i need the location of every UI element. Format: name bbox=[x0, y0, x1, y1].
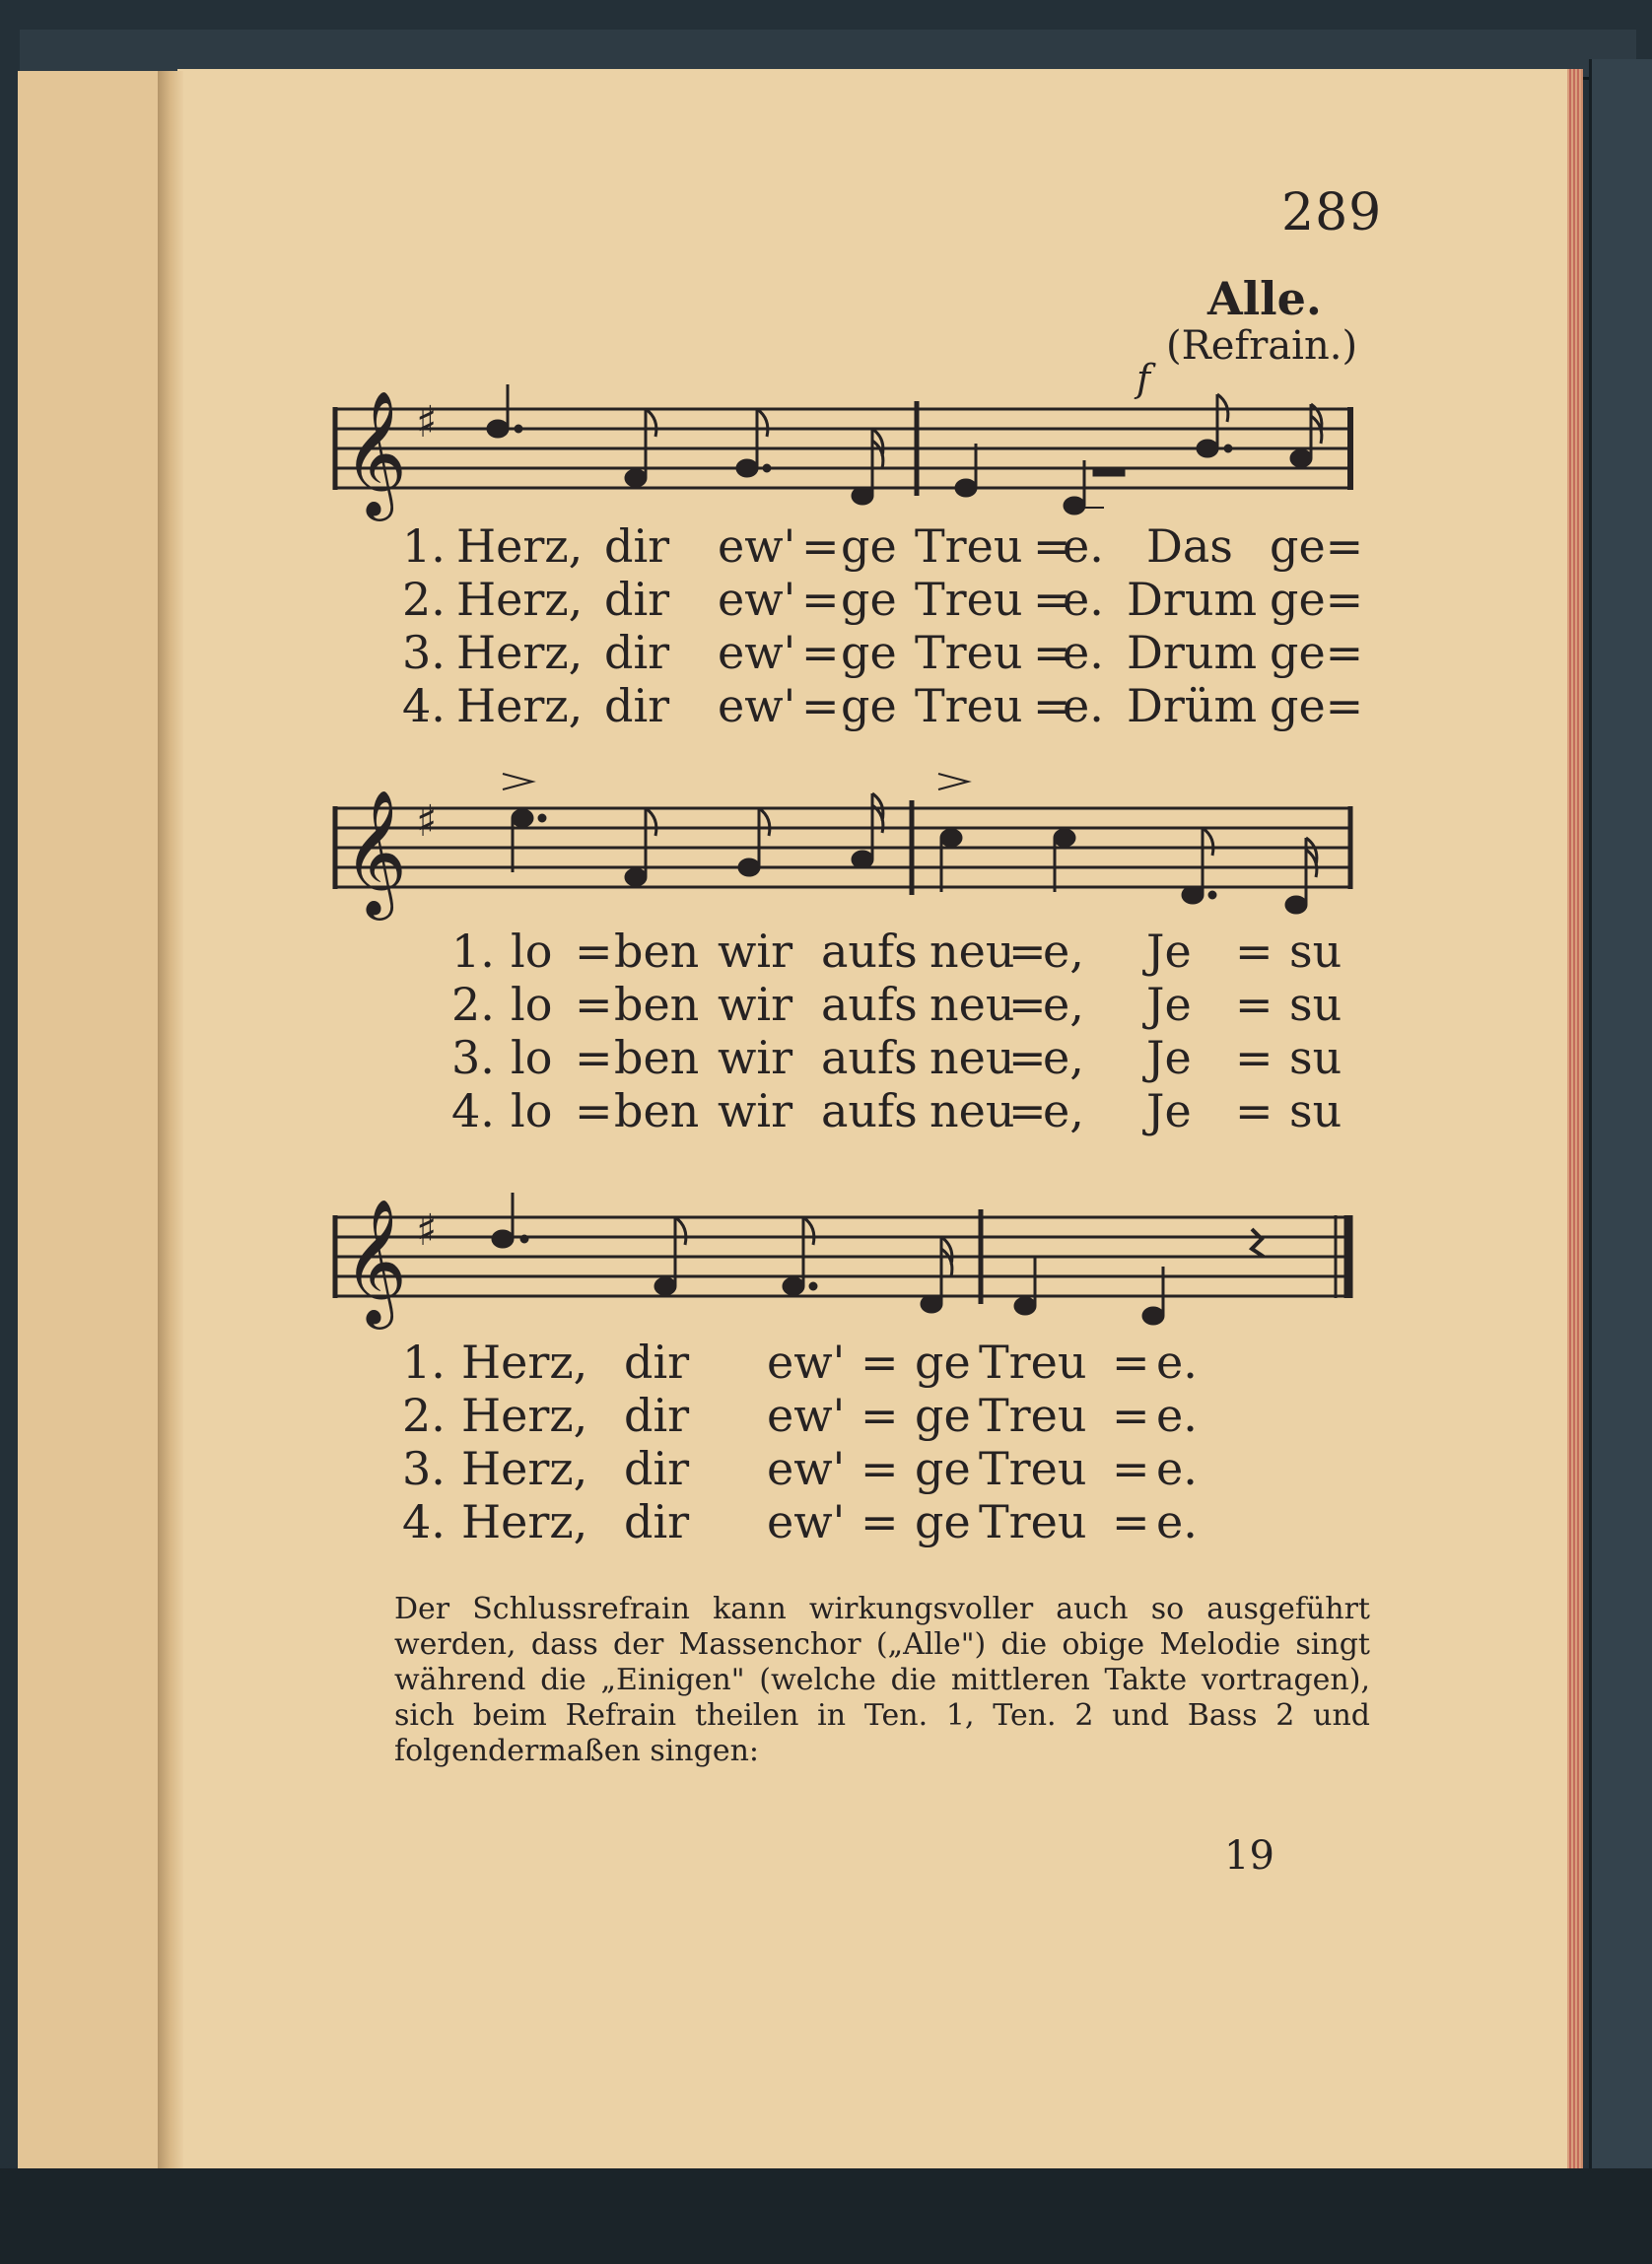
staff-lines bbox=[335, 1209, 1350, 1304]
page-gutter bbox=[158, 71, 183, 2168]
book-cover-bottom bbox=[0, 2168, 1652, 2264]
notes bbox=[513, 793, 1317, 913]
page-number: 289 bbox=[1281, 183, 1383, 242]
left-page-edge bbox=[18, 71, 172, 2168]
music-staff-2 bbox=[325, 779, 1360, 917]
staff-lines bbox=[335, 774, 1350, 895]
dynamic-marking: f bbox=[1136, 357, 1151, 400]
treble-clef-icon: 𝄞 bbox=[343, 1198, 408, 1324]
book-cover-right bbox=[1589, 59, 1652, 2198]
treble-clef-icon: 𝄞 bbox=[343, 389, 408, 515]
section-title: Alle. bbox=[1207, 272, 1322, 325]
section-subtitle: (Refrain.) bbox=[1166, 323, 1358, 369]
page-edge-red bbox=[1567, 69, 1581, 2168]
music-staff-1 bbox=[325, 379, 1360, 517]
sharp-icon: ♯ bbox=[416, 796, 438, 847]
music-staff-3 bbox=[325, 1188, 1360, 1326]
sharp-icon: ♯ bbox=[416, 397, 438, 447]
book-scan: 289 Alle. (Refrain.) f 𝄞 ♯ 1. Herz, dir ew' = ge Treu = e. Das ge= 2. Herz, dir ew' = ge Treu = e. Drum ge= 3. Herz, dir ew' = ge Treu = e. Drum ge= 4. Herz, dir ew' = ge Treu = e. Drüm ge= 𝄞 ♯ 1. lo = ben wir aufs neu = e, Je = su 2. lo = ben wir aufs neu = e, Je = su 3. lo = ben wir aufs neu = e, Je = su 4. lo = ben wir aufs neu = e, Je = su 𝄞 ♯ 1. Herz, dir ew' = ge Treu = e. 2. Herz, dir ew' = ge Treu = e. 3. Herz, dir ew' = ge Treu = e. 4. Herz, dir ew' = ge Treu = e. Der Schlussrefrain kann wirkungsvoller auch so ausgeführt werden, dass der Massenchor („Alle") die obige Melodie singt während die „Einigen" (welche die mittleren Takte vortragen), sich beim Refrain theilen in Ten. 1, Ten. 2 und Bass 2 und folgendermaßen singen: 19 bbox=[0, 0, 1652, 2264]
signature-mark: 19 bbox=[1224, 1833, 1274, 1879]
treble-clef-icon: 𝄞 bbox=[343, 789, 408, 915]
footnote-paragraph bbox=[394, 1592, 1370, 1769]
footnote-text: Der Schlussrefrain kann wirkungsvoller auch so ausgeführt werden, dass der Massenchor („Alle") die obige Melodie singt während die „Einigen" (welche die mittleren Takte vortragen), sich beim Refrain theilen in Ten. 1, Ten. 2 und Bass 2 und folgendermaßen singen: bbox=[394, 1592, 1370, 1768]
sharp-icon: ♯ bbox=[416, 1205, 438, 1256]
